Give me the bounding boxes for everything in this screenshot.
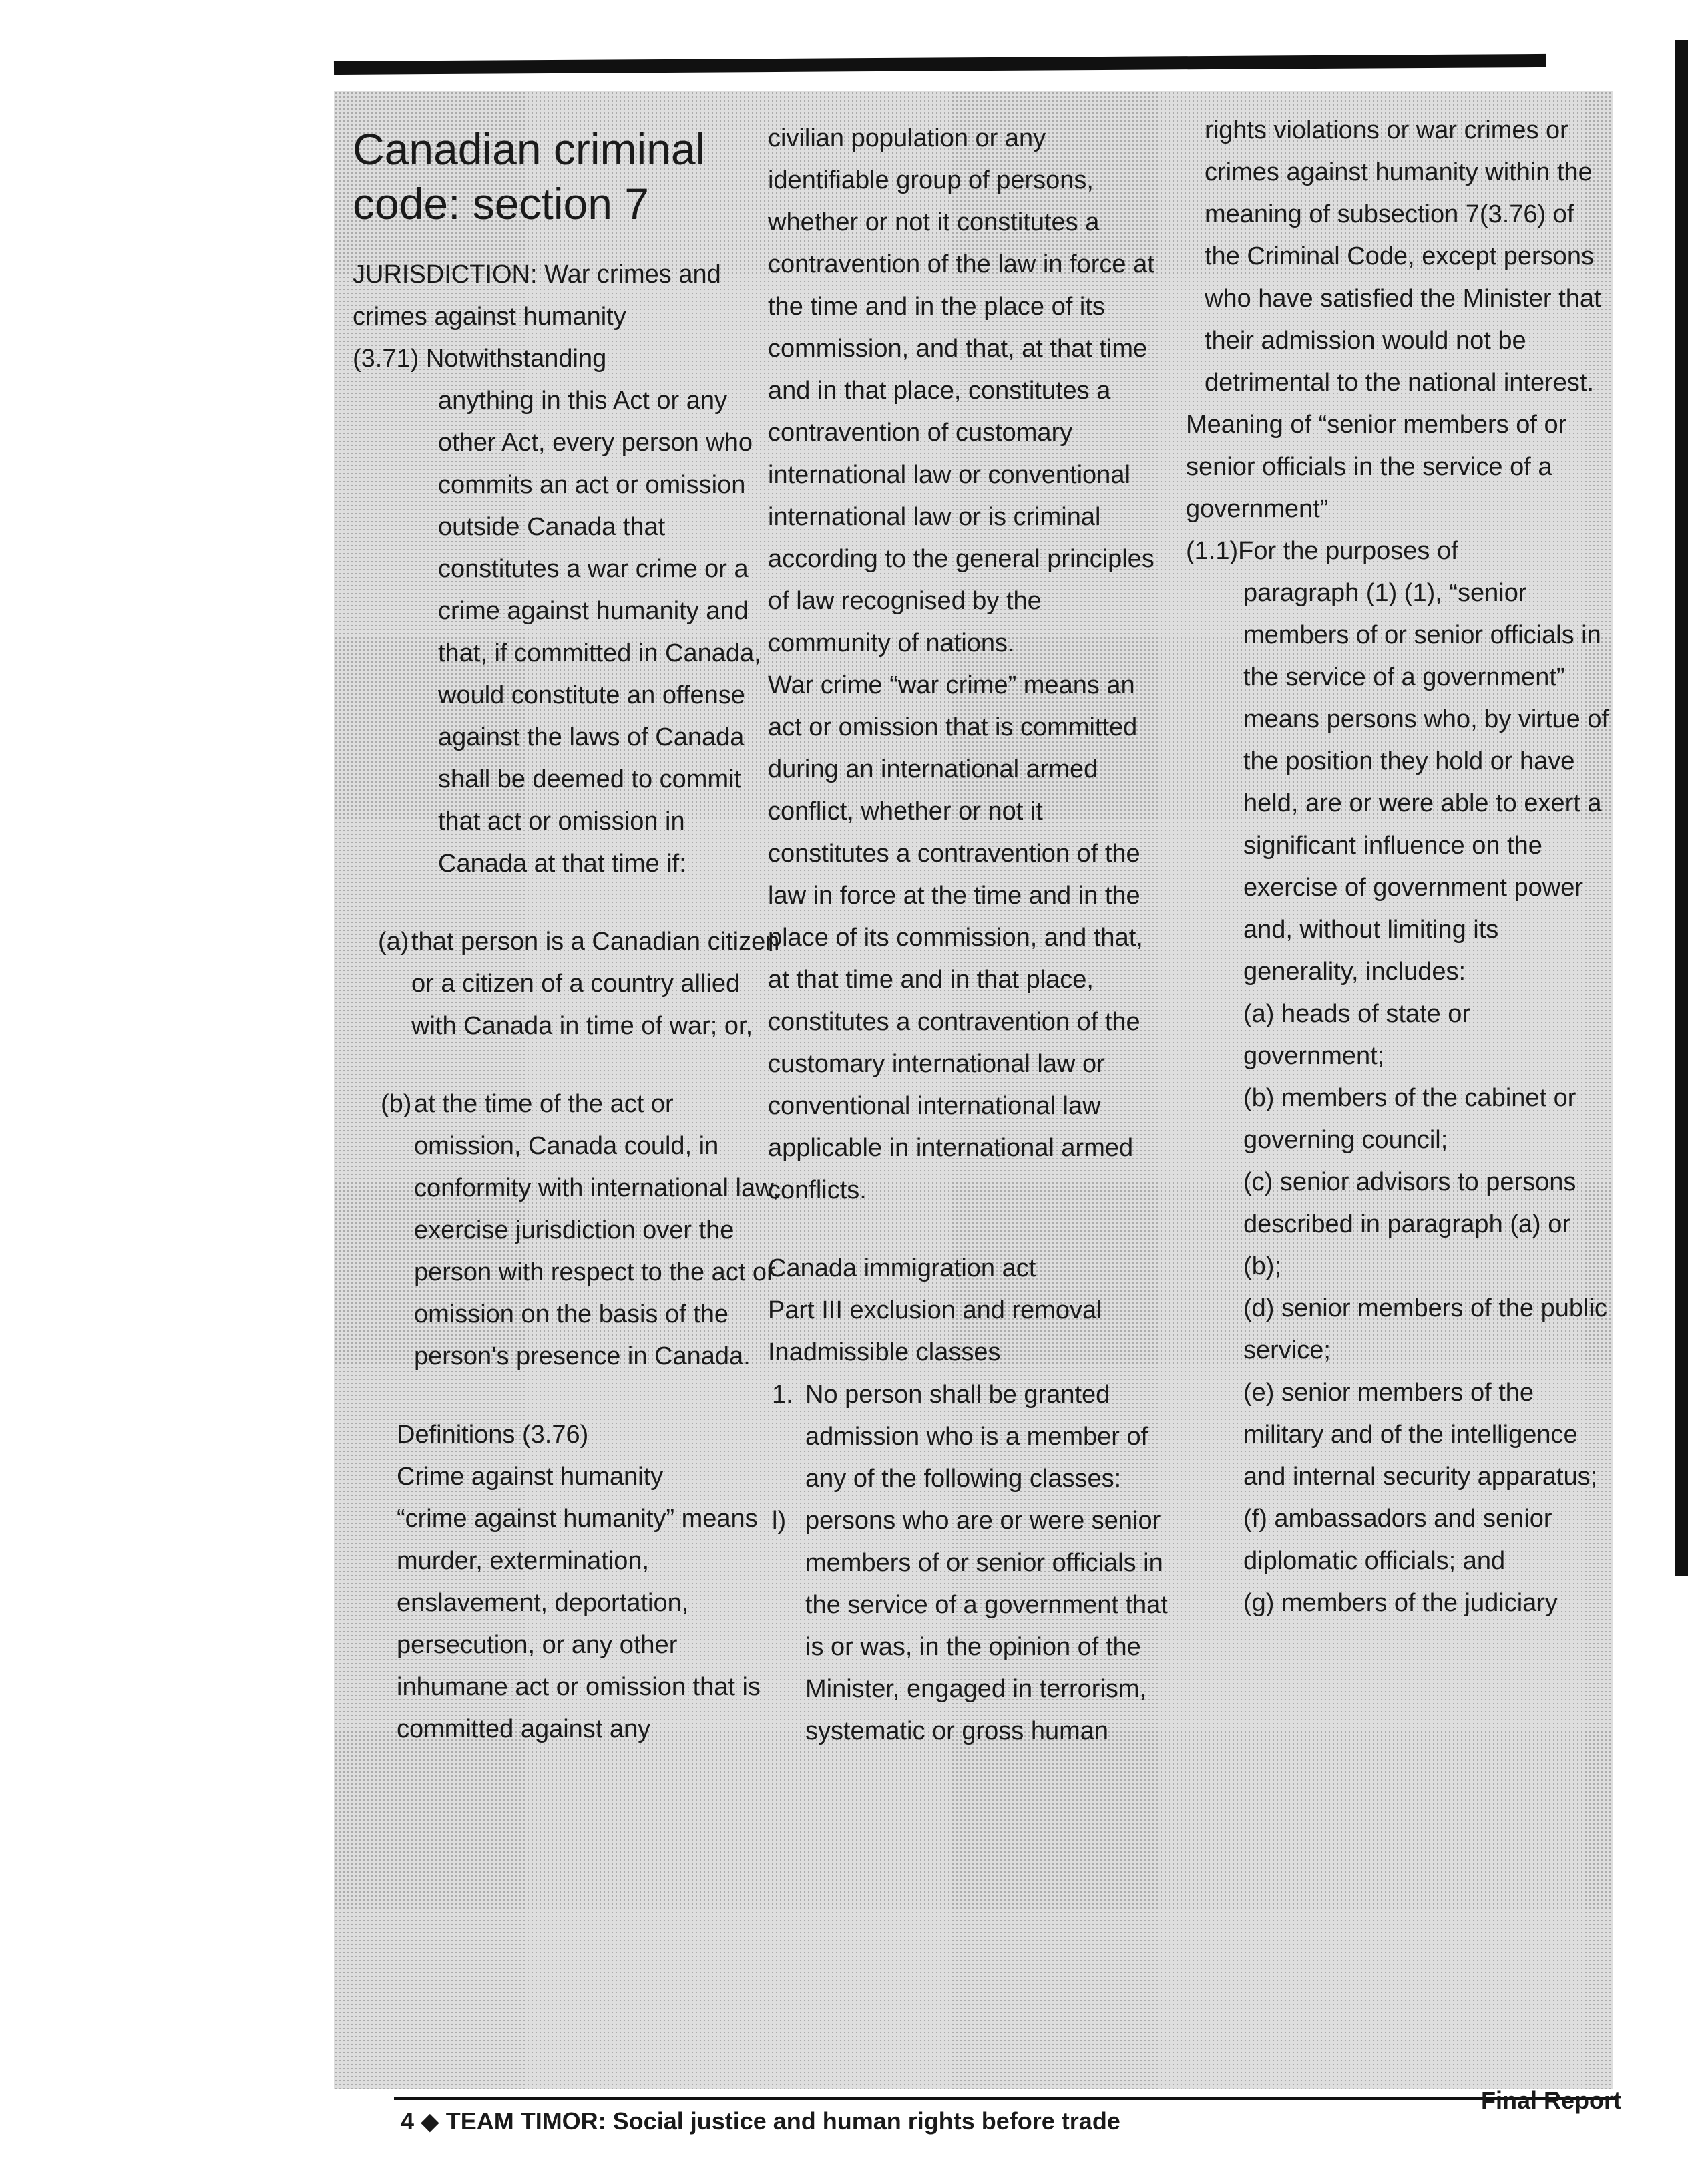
item-mark: (b) (381, 1090, 412, 1118)
paragraph-lead: For the purposes of (1238, 537, 1458, 565)
list-item: (b) members of the cabinet or governing council; (1243, 1084, 1576, 1154)
paragraph-3-71-lead (353, 338, 780, 380)
scan-edge (1675, 40, 1688, 1576)
list-item (768, 1374, 1169, 1500)
column-2 (768, 118, 1169, 1753)
jurisdiction-heading: JURISDICTION: War crimes and crimes against humanity (353, 260, 721, 331)
list-item: (e) senior members of the military and of the intelligence and internal security apparatus; (1243, 1379, 1598, 1491)
immigration-act-part: Part III exclusion and removal (768, 1296, 1102, 1324)
item-l-continued: rights violations or war crimes or crimes against humanity within the meaning of subsection 7(3.76) of the Criminal Code, except persons who have satisfied the Minister that their admission would not be detrimental to the national interest. (1205, 116, 1601, 397)
list-item: (f) ambassadors and senior diplomatic officials; and (1243, 1505, 1552, 1575)
list-item (353, 921, 780, 1047)
list-item (353, 1083, 780, 1378)
item-a-text: that person is a Canadian citizen or a citizen of a country allied with Canada in time of war; or, (411, 928, 780, 1040)
crime-against-humanity-heading: Crime against humanity (397, 1463, 664, 1491)
crime-against-humanity-definition: “crime against humanity” means murder, extermination, enslavement, deportation, persecution, or any other inhumane act or omission that is committed against any (397, 1505, 761, 1743)
top-rule (334, 54, 1546, 75)
list-item: (c) senior advisors to persons described in paragraph (a) or (b); (1243, 1168, 1576, 1280)
footer-running-title: 4 ◆ TEAM TIMOR: Social justice and human rights before trade (401, 2107, 1120, 2135)
item-mark: l) (772, 1507, 787, 1535)
paragraph-1-1-lead (1186, 530, 1613, 572)
definitions-heading: Definitions (3.76) (397, 1421, 589, 1449)
inadmissible-classes-heading: Inadmissible classes (768, 1338, 1001, 1367)
sidebar-panel (334, 91, 1613, 2089)
column-3 (1186, 110, 1613, 1624)
paragraph-1-1-body: paragraph (1) (1), “senior members of or senior officials in the service of a government” means persons who, by virtue of the position they hold or have held, are or were able to exert a significant influence on the exercise of government power and, without limiting its generality, includes: (1243, 579, 1609, 986)
paragraph-mark: (1.1) (1186, 537, 1239, 565)
item-l-text: persons who are or were senior members of or senior officials in the service of a government that is or was, in the opinion of the Minister, engaged in terrorism, systematic or gross human (805, 1507, 1168, 1745)
list-item: (g) members of the judiciary (1243, 1589, 1558, 1617)
footer-report-label: Final Report (1481, 2086, 1622, 2114)
paragraph-lead: Notwithstanding (425, 345, 607, 373)
war-crime-definition: War crime “war crime” means an act or omission that is committed during an international armed conflict, whether or not it constitutes a contravention of the law in force at the time and in the place of its commission, and that, at that time and in that place, constitutes a contravention of the customary international law or conventional international law applicable in international armed conflicts. (768, 671, 1143, 1204)
immigration-act-title: Canada immigration act (768, 1254, 1036, 1282)
item-1-text: No person shall be granted admission who is a member of any of the following classes: (805, 1381, 1148, 1493)
list-item: (a) heads of state or government; (1243, 1000, 1471, 1070)
item-mark: 1. (772, 1381, 793, 1409)
list-item (768, 1500, 1169, 1753)
list-item: (d) senior members of the public service; (1243, 1294, 1607, 1364)
paragraph-3-71-body: anything in this Act or any other Act, every person who commits an act or omission outside Canada that constitutes a war crime or a crime against humanity and that, if committed in Canada, would constitute an offense against the laws of Canada shall be deemed to commit that act or omission in Canada at that time if: (438, 387, 761, 878)
item-b-text: at the time of the act or omission, Canada could, in conformity with international law, exercise jurisdiction over the person with respect to the act or omission on the basis of the person's presence in Canada. (414, 1090, 780, 1371)
item-mark: (a) (378, 928, 409, 956)
crime-definition-continued: civilian population or any identifiable group of persons, whether or not it constitutes a contravention of the law in force at the time and in the place of its commission, and that, at that time and in that place, constitutes a contravention of customary international law or conventional international law or is criminal according to the general principles of law recognised by the community of nations. (768, 124, 1154, 657)
panel-title: Canadian criminal code: section 7 (353, 124, 706, 228)
column-1 (353, 122, 780, 1751)
definition-list (1186, 993, 1613, 1624)
paragraph-mark: (3.71) (353, 345, 419, 373)
meaning-heading: Meaning of “senior members of or senior officials in the service of a government” (1186, 411, 1567, 523)
footer-rule (394, 2097, 1616, 2100)
